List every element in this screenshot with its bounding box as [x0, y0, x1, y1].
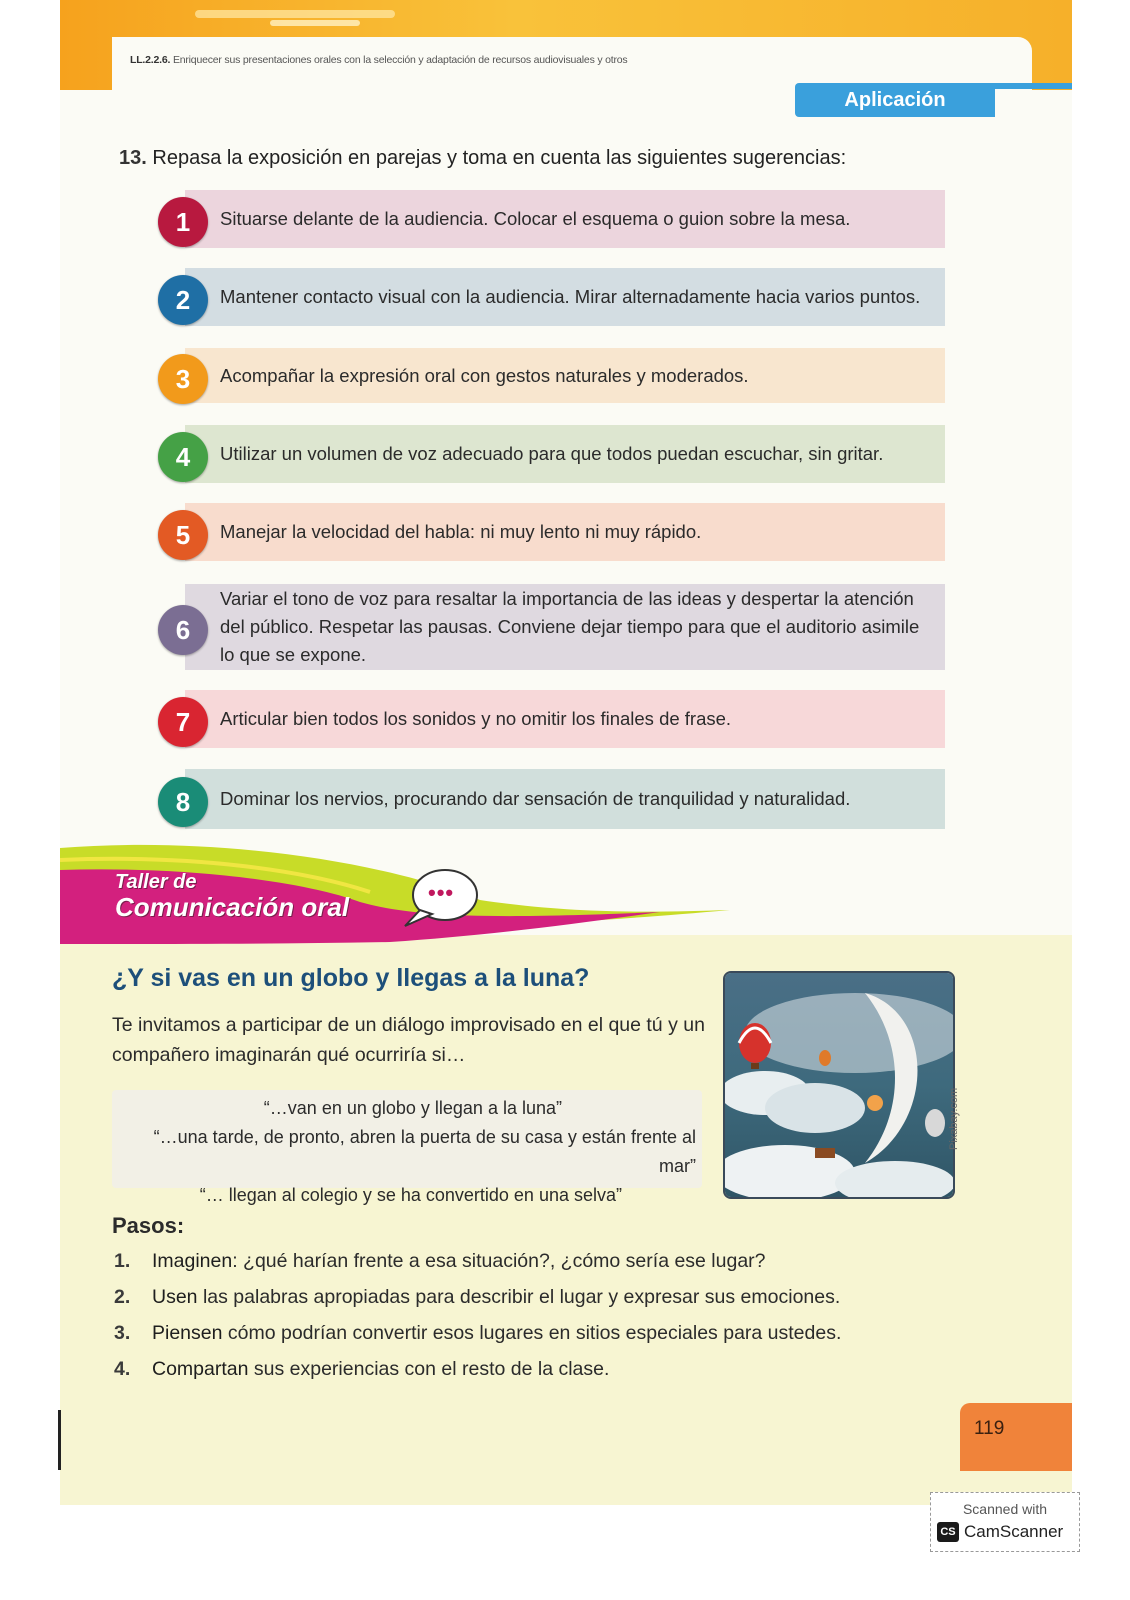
image-credit: Pixabay.com: [948, 1087, 960, 1150]
suggestion-number-badge: 3: [158, 354, 208, 404]
step-item: [114, 1286, 840, 1309]
suggestion-number-badge: 6: [158, 605, 208, 655]
camscanner-logo-icon: CS: [937, 1522, 959, 1542]
moon-balloon-illustration: [725, 973, 953, 1197]
steps-heading: Pasos:: [112, 1213, 185, 1238]
exercise-prompt: [119, 147, 846, 170]
suggestion-item: [175, 769, 945, 829]
prompt-text-2: en cuenta las siguientes sugerencias:: [507, 147, 847, 169]
suggestion-number-badge: 5: [158, 510, 208, 560]
suggestion-text: Situarse delante de la audiencia. Colocar el esquema o guion sobre la mesa.: [220, 208, 851, 229]
suggestion-item: [175, 348, 945, 403]
quote-1: “…van en un globo y llegan a la luna”: [263, 1098, 562, 1118]
taller-line1: Taller de: [115, 871, 197, 893]
taller-title: [115, 872, 349, 920]
taller-line2: Comunicación oral: [115, 892, 350, 922]
step-number: 3.: [114, 1322, 131, 1344]
step-text: : ¿qué harían frente a esa situación?, ¿cómo sería ese lugar?: [232, 1250, 766, 1272]
watermark-line2: CamScanner: [964, 1522, 1064, 1541]
section-tab-line: [995, 83, 1072, 89]
suggestion-item: [175, 584, 945, 670]
step-keyword: Imaginen: [152, 1250, 233, 1272]
curriculum-standard: [130, 54, 627, 66]
step-number: 1.: [114, 1250, 131, 1272]
quotes-box: [112, 1090, 702, 1205]
suggestion-text: Mantener contacto visual con la audiencia. Mirar alternadamente hacia varios puntos.: [220, 286, 921, 307]
speech-bubble-icon: •••: [428, 880, 455, 905]
suggestion-text: Utilizar un volumen de voz adecuado para que todos puedan escuchar, sin gritar.: [220, 443, 884, 464]
suggestion-number-badge: 7: [158, 697, 208, 747]
page-edge-line: [58, 1410, 61, 1470]
suggestion-item: [175, 190, 945, 248]
step-keyword: Compartan: [152, 1358, 249, 1380]
step-item: [114, 1250, 766, 1273]
suggestion-item: [175, 690, 945, 748]
suggestion-item: [175, 503, 945, 561]
step-item: [114, 1322, 841, 1345]
suggestion-number-badge: 4: [158, 432, 208, 482]
suggestion-number-badge: 8: [158, 777, 208, 827]
activity-title: ¿Y si vas en un globo y llegas a la luna?: [112, 964, 590, 992]
suggestion-text: Acompañar la expresión oral con gestos naturales y moderados.: [220, 364, 749, 386]
step-item: [114, 1358, 609, 1381]
quote-2: “…una tarde, de pronto, abren la puerta de su casa y están frente al mar”: [153, 1127, 696, 1176]
step-keyword: Usen: [152, 1286, 198, 1308]
camscanner-watermark: [930, 1492, 1080, 1552]
suggestion-number-badge: 2: [158, 275, 208, 325]
quote-3: “… llegan al colegio y se ha convertido en una selva”: [199, 1185, 622, 1205]
step-number: 2.: [114, 1286, 131, 1308]
step-text: las palabras apropiadas para describir el lugar y expresar sus emociones.: [197, 1286, 841, 1308]
watermark-line1: Scanned with: [962, 1501, 1048, 1517]
step-keyword: Piensen: [152, 1322, 223, 1344]
step-text: sus experiencias con el resto de la clase.: [248, 1358, 610, 1380]
textbook-page: [60, 0, 1072, 1505]
step-text: cómo podrían convertir esos lugares en sitios especiales para ustedes.: [222, 1322, 842, 1344]
standard-description: Enriquecer sus presentaciones orales con la selección y adaptación de recursos audiovisuales y otros: [172, 54, 628, 66]
suggestion-item: [175, 268, 945, 326]
prompt-keyword-toma: toma: [462, 147, 508, 169]
section-tab-aplicacion: Aplicación: [795, 83, 995, 117]
step-number: 4.: [114, 1358, 131, 1380]
prompt-text-1: la exposición en parejas y: [221, 147, 463, 169]
page-number: 119: [960, 1403, 1072, 1471]
suggestion-text: Articular bien todos los sonidos y no omitir los finales de frase.: [220, 708, 732, 729]
suggestion-text: Manejar la velocidad del habla: ni muy lento ni muy rápido.: [220, 521, 702, 542]
suggestion-item: [175, 425, 945, 483]
exercise-number: 13.: [119, 147, 147, 169]
suggestion-number-badge: 1: [158, 197, 208, 247]
activity-intro: Te invitamos a participar de un diálogo improvisado en el que tú y un compañero imaginarán qué ocurriría si…: [112, 1014, 705, 1066]
watermark-brand: [937, 1522, 1063, 1542]
suggestion-text: Dominar los nervios, procurando dar sensación de tranquilidad y naturalidad.: [220, 788, 851, 809]
standard-code: LL.2.2.6.: [130, 54, 171, 66]
suggestion-text: Variar el tono de voz para resaltar la importancia de las ideas y despertar la atención del público. Respetar las pausas. Conviene dejar tiempo para que el auditorio asimile lo que se expone.: [220, 588, 920, 665]
prompt-keyword-repasa: Repasa: [152, 147, 222, 169]
